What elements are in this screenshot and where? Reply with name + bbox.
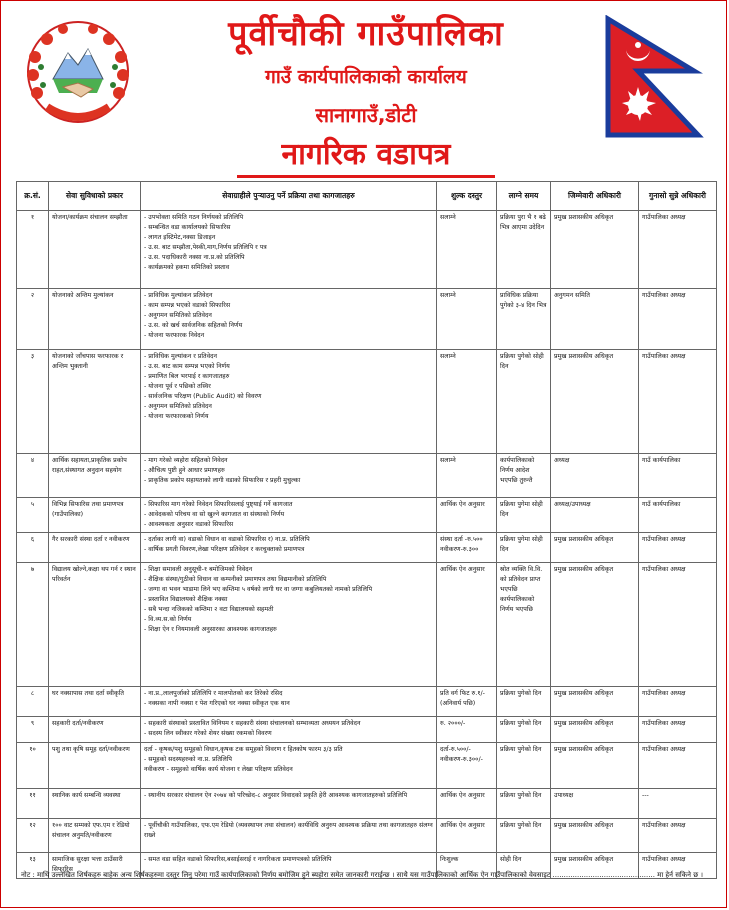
process-step: - प्रस्तावित विद्यालयको शैक्षिक नक्सा	[144, 596, 228, 603]
cell-process	[141, 289, 437, 350]
process-step: - सम्बन्धित वडा कार्यालयको सिफारिस	[144, 224, 231, 231]
process-step: - योजना फरफारकको निर्णय	[144, 413, 209, 420]
process-step: - जग्गा वा भवन भाडामा लिने भए कम्तिमा ५ वर्षको लागी घर वा जग्गा कबुलियतको नामको प्रतिलिपि	[144, 586, 373, 593]
process-step: - सार्वजनिक परिक्षण (Public Audit) को विवरण	[144, 393, 262, 400]
cell-service: योजनाको अन्तिम मुल्यांकन	[49, 289, 141, 350]
cell-service: सामाजिक सुरक्षा भत्ता ठाउँसारी सिफारिस	[49, 853, 141, 879]
process-step: - प्राविधिक मुल्यांकन र प्रतिवेदन	[144, 353, 217, 360]
cell-fee: सलाम्ने	[437, 211, 497, 289]
cell-service: योजना/कार्यक्रम संचालन सम्झौता	[49, 211, 141, 289]
cell-fee: निःशुल्क	[437, 853, 497, 879]
process-step: - सहकारी संस्थाको प्रस्तावित विनियम र सहकारी संस्था संचालनको सम्भाव्यता अध्ययन प्रतिवेदन	[144, 720, 361, 727]
cell-time: प्रक्रिया पुगेको दिन	[497, 743, 551, 789]
cell-sn: १	[17, 211, 49, 289]
cell-service: योजनाको जाँचपास फरफारक र अन्तिम भुक्तानी	[49, 350, 141, 454]
cell-grievance: गाउँपालिका अध्यक्ष	[639, 211, 717, 289]
cell-fee: रु. २०००/-	[437, 717, 497, 743]
cell-grievance: गाउँ कार्यपालिका	[639, 498, 717, 533]
cell-fee: प्रति वर्ग फिट रु.१/- (अनिवार्य पछि)	[437, 687, 497, 717]
process-step: - उ.स. पदाधिकारी नक्सा ना.प्र.को प्रतिलिपि	[144, 254, 245, 261]
table-row	[17, 454, 717, 498]
table-row	[17, 819, 717, 853]
cell-time: प्रक्रिया पुगेको दिन	[497, 687, 551, 717]
process-step: - प्रमाणित बिल भरपाई र कागजातहरु	[144, 373, 230, 380]
cell-time: प्रक्रिया पुगेमा सोही दिन	[497, 533, 551, 563]
cell-time: प्रक्रिया पुगेको दिन	[497, 717, 551, 743]
process-step: - औचित्य पुष्टी हुने आधार प्रमाणहरु	[144, 467, 225, 474]
cell-officer: प्रमुख प्रशासकीय अधिकृत	[551, 717, 639, 743]
table-row	[17, 563, 717, 687]
cell-grievance: गाउँपालिका अध्यक्ष	[639, 717, 717, 743]
cell-time: प्रक्रिया पुगेको दिन	[497, 819, 551, 853]
process-step: - प्राकृतिक प्रकोप सहायताको लागी वडाको सिफारिस र प्रहरी मुचुल्का	[144, 477, 301, 484]
cell-fee: आर्थिक ऐन अनुसार	[437, 789, 497, 819]
process-step: - शिक्षा ऐन र नियमावली अनुसारका आवश्यक कागजातहरु	[144, 626, 277, 633]
cell-grievance: गाउँपालिका अध्यक्ष	[639, 853, 717, 879]
col-header-time: लाग्ने समय	[497, 182, 551, 211]
footer-note: नोट : माथि उल्लेखित शिर्षकहरु बाहेक अन्य शिर्षकहरुमा दस्तुर लिनु परेमा गाउँ कार्यपालिकाको निर्णय बमोजिम हुने ब्यहोरा समेत जानकारी गराईन्छ । साथै यस गाउँपालिकाको आर्थिक ऐन गाउँपालिकाको वेवसाइट .............................................. मा हेर्न सकिने छ ।	[21, 871, 704, 879]
cell-sn: ९	[17, 717, 49, 743]
cell-sn: ४	[17, 454, 49, 498]
process-step: - काम सम्पन्न भएको वडाको सिफारिस	[144, 302, 231, 309]
cell-sn: ५	[17, 498, 49, 533]
cell-grievance: गाउँपालिका अध्यक्ष	[639, 743, 717, 789]
location: सानागाउँ,डोटी	[315, 103, 417, 127]
cell-process	[141, 687, 437, 717]
process-step: दर्ता - कृषक/पशु समूहको विधान,कृषक टक समूहको विवरण र हितकोष फारम ३/३ प्रति	[144, 746, 343, 753]
table-row	[17, 289, 717, 350]
cell-grievance: गाउँपालिका अध्यक्ष	[639, 350, 717, 454]
cell-time: सोही दिन	[497, 853, 551, 879]
process-step: नवीकरण - समूहको वार्षिक कार्य योजना र लेखा परिक्षण प्रतिवेदन	[144, 766, 293, 773]
cell-officer: अध्यक्ष	[551, 454, 639, 498]
cell-sn: ८	[17, 687, 49, 717]
process-step: - योजना फरफारक निवेदन	[144, 332, 205, 339]
cell-officer: अनुगमन समिति	[551, 289, 639, 350]
cell-time: स्रोत व्यक्ति वि.वि. को प्रतिवेदन प्राप्त भएपछि कार्यपालिकाको निर्णय भएपछि	[497, 563, 551, 687]
cell-process	[141, 563, 437, 687]
cell-process	[141, 789, 437, 819]
cell-fee: सलाम्ने	[437, 350, 497, 454]
header	[1, 1, 728, 181]
process-step: - अनुगमन समितिको प्रतिवेदन	[144, 312, 212, 319]
cell-officer: प्रमुख प्रशासकीय अधिकृत	[551, 853, 639, 879]
process-step: - माग गरेको व्यहोरा सहितको निवेदन	[144, 457, 228, 464]
cell-service: सहकारी दर्ता/नवीकरण	[49, 717, 141, 743]
col-header-officer: जिम्मेवारी अधिकारी	[551, 182, 639, 211]
col-header-service: सेवा सुविधाको प्रकार	[49, 182, 141, 211]
cell-time: प्रक्रिया पुगेको दिन	[497, 789, 551, 819]
process-step: - ना.प्र.,लालपुर्जाको प्रतिलिपि र मालपोतको कर तिरेको रसिद	[144, 690, 283, 697]
table-row	[17, 717, 717, 743]
cell-grievance: गाउँपालिका अध्यक्ष	[639, 819, 717, 853]
cell-fee: संस्था दर्ता -रु.५०० नवीकरण-रु.३००	[437, 533, 497, 563]
process-step: - योजना पूर्व र पछिको तस्विर	[144, 383, 211, 390]
cell-process	[141, 350, 437, 454]
cell-fee: आर्थिक ऐन अनुसार	[437, 819, 497, 853]
col-header-fee: शुल्क दस्तुर	[437, 182, 497, 211]
process-step: - कार्यक्रमको हकमा समितिको प्रस्ताव	[144, 264, 230, 271]
cell-sn: ६	[17, 533, 49, 563]
col-header-sn: क्र.सं.	[17, 182, 49, 211]
table-header-row	[17, 182, 717, 211]
cell-grievance: गाउँपालिका अध्यक्ष	[639, 687, 717, 717]
cell-time: प्रक्रिया पुगेको सोही दिन	[497, 350, 551, 454]
cell-service: घर नक्सापास तथा दर्ता स्वीकृति	[49, 687, 141, 717]
nepal-emblem-icon	[23, 17, 133, 137]
process-step: - लागत इस्टिमेट,नक्सा डिजाइन	[144, 234, 216, 241]
table-row	[17, 789, 717, 819]
cell-time: प्रक्रिया पुरा भै १ बढे भित्र आएमा उदेदिन	[497, 211, 551, 289]
cell-fee: सलाम्ने	[437, 454, 497, 498]
cell-fee: सलाम्ने	[437, 289, 497, 350]
cell-officer: प्रमुख प्रशासकीय अधिकृत	[551, 743, 639, 789]
cell-service: पशु तथा कृषि समूह दर्ता/नवीकरण	[49, 743, 141, 789]
process-step: - उ.स. बाट सम्झौता,पेस्की,माग,निर्णय प्रतिलिपि र पत्र	[144, 244, 267, 251]
process-step: - नक्सका नापी नक्सा र पेश गरिएको घर नक्सा स्वीकृत एक थान	[144, 700, 290, 707]
cell-process	[141, 743, 437, 789]
cell-service: विद्यालय खोल्ने,कक्षा थप गर्न र स्थान परिवर्तन	[49, 563, 141, 687]
process-step: - सबै भन्दा नजिकको कम्तिमा २ वटा विद्यालयको सहमती	[144, 606, 274, 613]
cell-officer: प्रमुख प्रशासकीय अधिकृत	[551, 819, 639, 853]
cell-officer: प्रमुख प्रशासकीय अधिकृत	[551, 350, 639, 454]
cell-process	[141, 819, 437, 853]
table-row	[17, 211, 717, 289]
cell-sn: १०	[17, 743, 49, 789]
page-title: पूर्वीचौकी गाउँपालिका	[228, 14, 504, 54]
cell-grievance: गाउँपालिका अध्यक्ष	[639, 289, 717, 350]
cell-officer: प्रमुख प्रशासकीय अधिकृत	[551, 211, 639, 289]
cell-sn: २	[17, 289, 49, 350]
citizen-charter-table	[16, 181, 717, 879]
table-row	[17, 350, 717, 454]
process-step: - वार्षिक प्रगती विवरण,लेखा परिक्षण प्रतिवेदन र करचुक्ताको प्रमाणपत्र	[144, 546, 305, 553]
cell-fee: दर्ता-रु.५००/- नवीकरण-रु.३००/-	[437, 743, 497, 789]
process-step: - शिक्षा समावली अनुसूची-१ बमोजिमको निवेदन	[144, 566, 253, 573]
process-step: - अनुगमन समितिको प्रतिवेदन	[144, 403, 212, 410]
cell-process	[141, 211, 437, 289]
cell-service: गैर सरकारी संस्था दर्ता र नवीकरण	[49, 533, 141, 563]
process-step: - प्राविधिक मुल्यांकन प्रतिवेदन	[144, 292, 213, 299]
process-step: - आवेदकको परिचय वा सो खुल्ने कागजात वा संस्थाको निर्णय	[144, 511, 285, 518]
cell-service: १०० वाट सम्मको एफ.एम र रेडियो संचालन अनुमति/नवीकरण	[49, 819, 141, 853]
cell-fee: आर्थिक ऐन अनुसार	[437, 498, 497, 533]
document-title: नागरिक वडापत्र	[237, 135, 495, 178]
cell-sn: १३	[17, 853, 49, 879]
office-name: गाउँ कार्यपालिकाको कार्यालय	[265, 66, 467, 88]
cell-process	[141, 498, 437, 533]
cell-time: प्राविधिक प्रक्रिया पुगेको ३-४ दिन भित्र	[497, 289, 551, 350]
process-step: - सिफारिस माग गरेको निवेदन सिफारिसलाई पुष्ट्याई गर्ने कागजात	[144, 501, 293, 508]
cell-grievance: ---	[639, 789, 717, 819]
process-step: - उपभोक्ता समिति गठन निर्णयको प्रतिलिपि	[144, 214, 244, 221]
cell-process	[141, 717, 437, 743]
cell-grievance: गाउँपालिका अध्यक्ष	[639, 533, 717, 563]
cell-grievance: गाउँ कार्यपालिका	[639, 454, 717, 498]
cell-sn: ११	[17, 789, 49, 819]
process-step: - वि.व्य.स.को निर्णय	[144, 616, 192, 623]
cell-officer: प्रमुख प्रशासकीय अधिकृत	[551, 563, 639, 687]
cell-officer: प्रमुख प्रशासकीय अधिकृत	[551, 533, 639, 563]
process-step: - समत वडा सहित वडाको सिफारिस,बसाईसराई र नागरिकता प्रमाणपत्रको प्रतिलिपि	[144, 856, 332, 863]
cell-sn: ७	[17, 563, 49, 687]
cell-service: विभिन्न सिफारिस तथा प्रमाणपत्र (गाउँपालिका)	[49, 498, 141, 533]
cell-service: स्थानिक कार्य सम्बन्धि व्यवस्था	[49, 789, 141, 819]
table-row	[17, 533, 717, 563]
cell-fee: आर्थिक ऐन अनुसार	[437, 563, 497, 687]
table-row	[17, 498, 717, 533]
process-step: - दर्ताका लागी वा) वडाको विधान वा वडाको सिफारिस र) ना.प्र. प्रतिलिपि	[144, 536, 310, 543]
nepal-flag-icon	[604, 15, 704, 139]
process-step: - आवश्यकता अनुसार वडाको सिफारिस	[144, 521, 234, 528]
col-header-process: सेवाग्राहीले पुर्‍याउनु पर्ने प्रक्रिया तथा कागजातहरु	[141, 182, 437, 211]
cell-process	[141, 533, 437, 563]
cell-process	[141, 454, 437, 498]
cell-officer: प्रमुख प्रशासकीय अधिकृत	[551, 687, 639, 717]
col-header-grievance: गुनासो सुन्ने अधिकारी	[639, 182, 717, 211]
cell-officer: अध्यक्ष/उपाध्यक्ष	[551, 498, 639, 533]
cell-time: कार्यपालिकाको निर्णय आदेश भएपछि तुरुन्तै	[497, 454, 551, 498]
process-step: - शैक्षिक संस्था/गुठीको विधान वा कम्पनीको प्रमाणपत्र तथा विद्यमानीको प्रतिलिपि	[144, 576, 327, 583]
cell-service: आर्थिक सहायता,प्राकृतिक प्रकोप राहत,संस्थागत अनुदान सहयोग	[49, 454, 141, 498]
process-step: - समूहको सदस्यहरुको ना.प्र. प्रतिलिपि	[144, 756, 233, 763]
cell-time: प्रक्रिया पुगेमा सोही दिन	[497, 498, 551, 533]
process-step: - उ.स. बाट काम सम्पन्न भएको निर्णय	[144, 363, 230, 370]
cell-grievance: गाउँपालिका अध्यक्ष	[639, 563, 717, 687]
process-step: - पूर्वीचौकी गाउँपालिका, एफ.एम रेडियो (व्यवस्थापन तथा संचालन) कार्यविधि अनुरुप आवश्यक प्रक्रिया तथा कागजातहरु संलग्न राख्ने	[144, 822, 433, 839]
process-step: - स्थानीय सरकार संचालन ऐन २०७४ को परिच्छेद-८ अनुसार विवादको प्रकृति हेरी आवश्यक कागजातहरुको प्रतिलिपि	[144, 792, 408, 799]
process-step: - सदस्य लिन स्वीकार गरेको शेयर संख्या रकमको विवरण	[144, 730, 272, 737]
process-step: - उ.स. को खर्च सार्वजनिक सहितको निर्णय	[144, 322, 243, 329]
table-row	[17, 687, 717, 717]
cell-sn: १२	[17, 819, 49, 853]
cell-officer: उपाध्यक्ष	[551, 789, 639, 819]
table-row	[17, 743, 717, 789]
cell-sn: ३	[17, 350, 49, 454]
